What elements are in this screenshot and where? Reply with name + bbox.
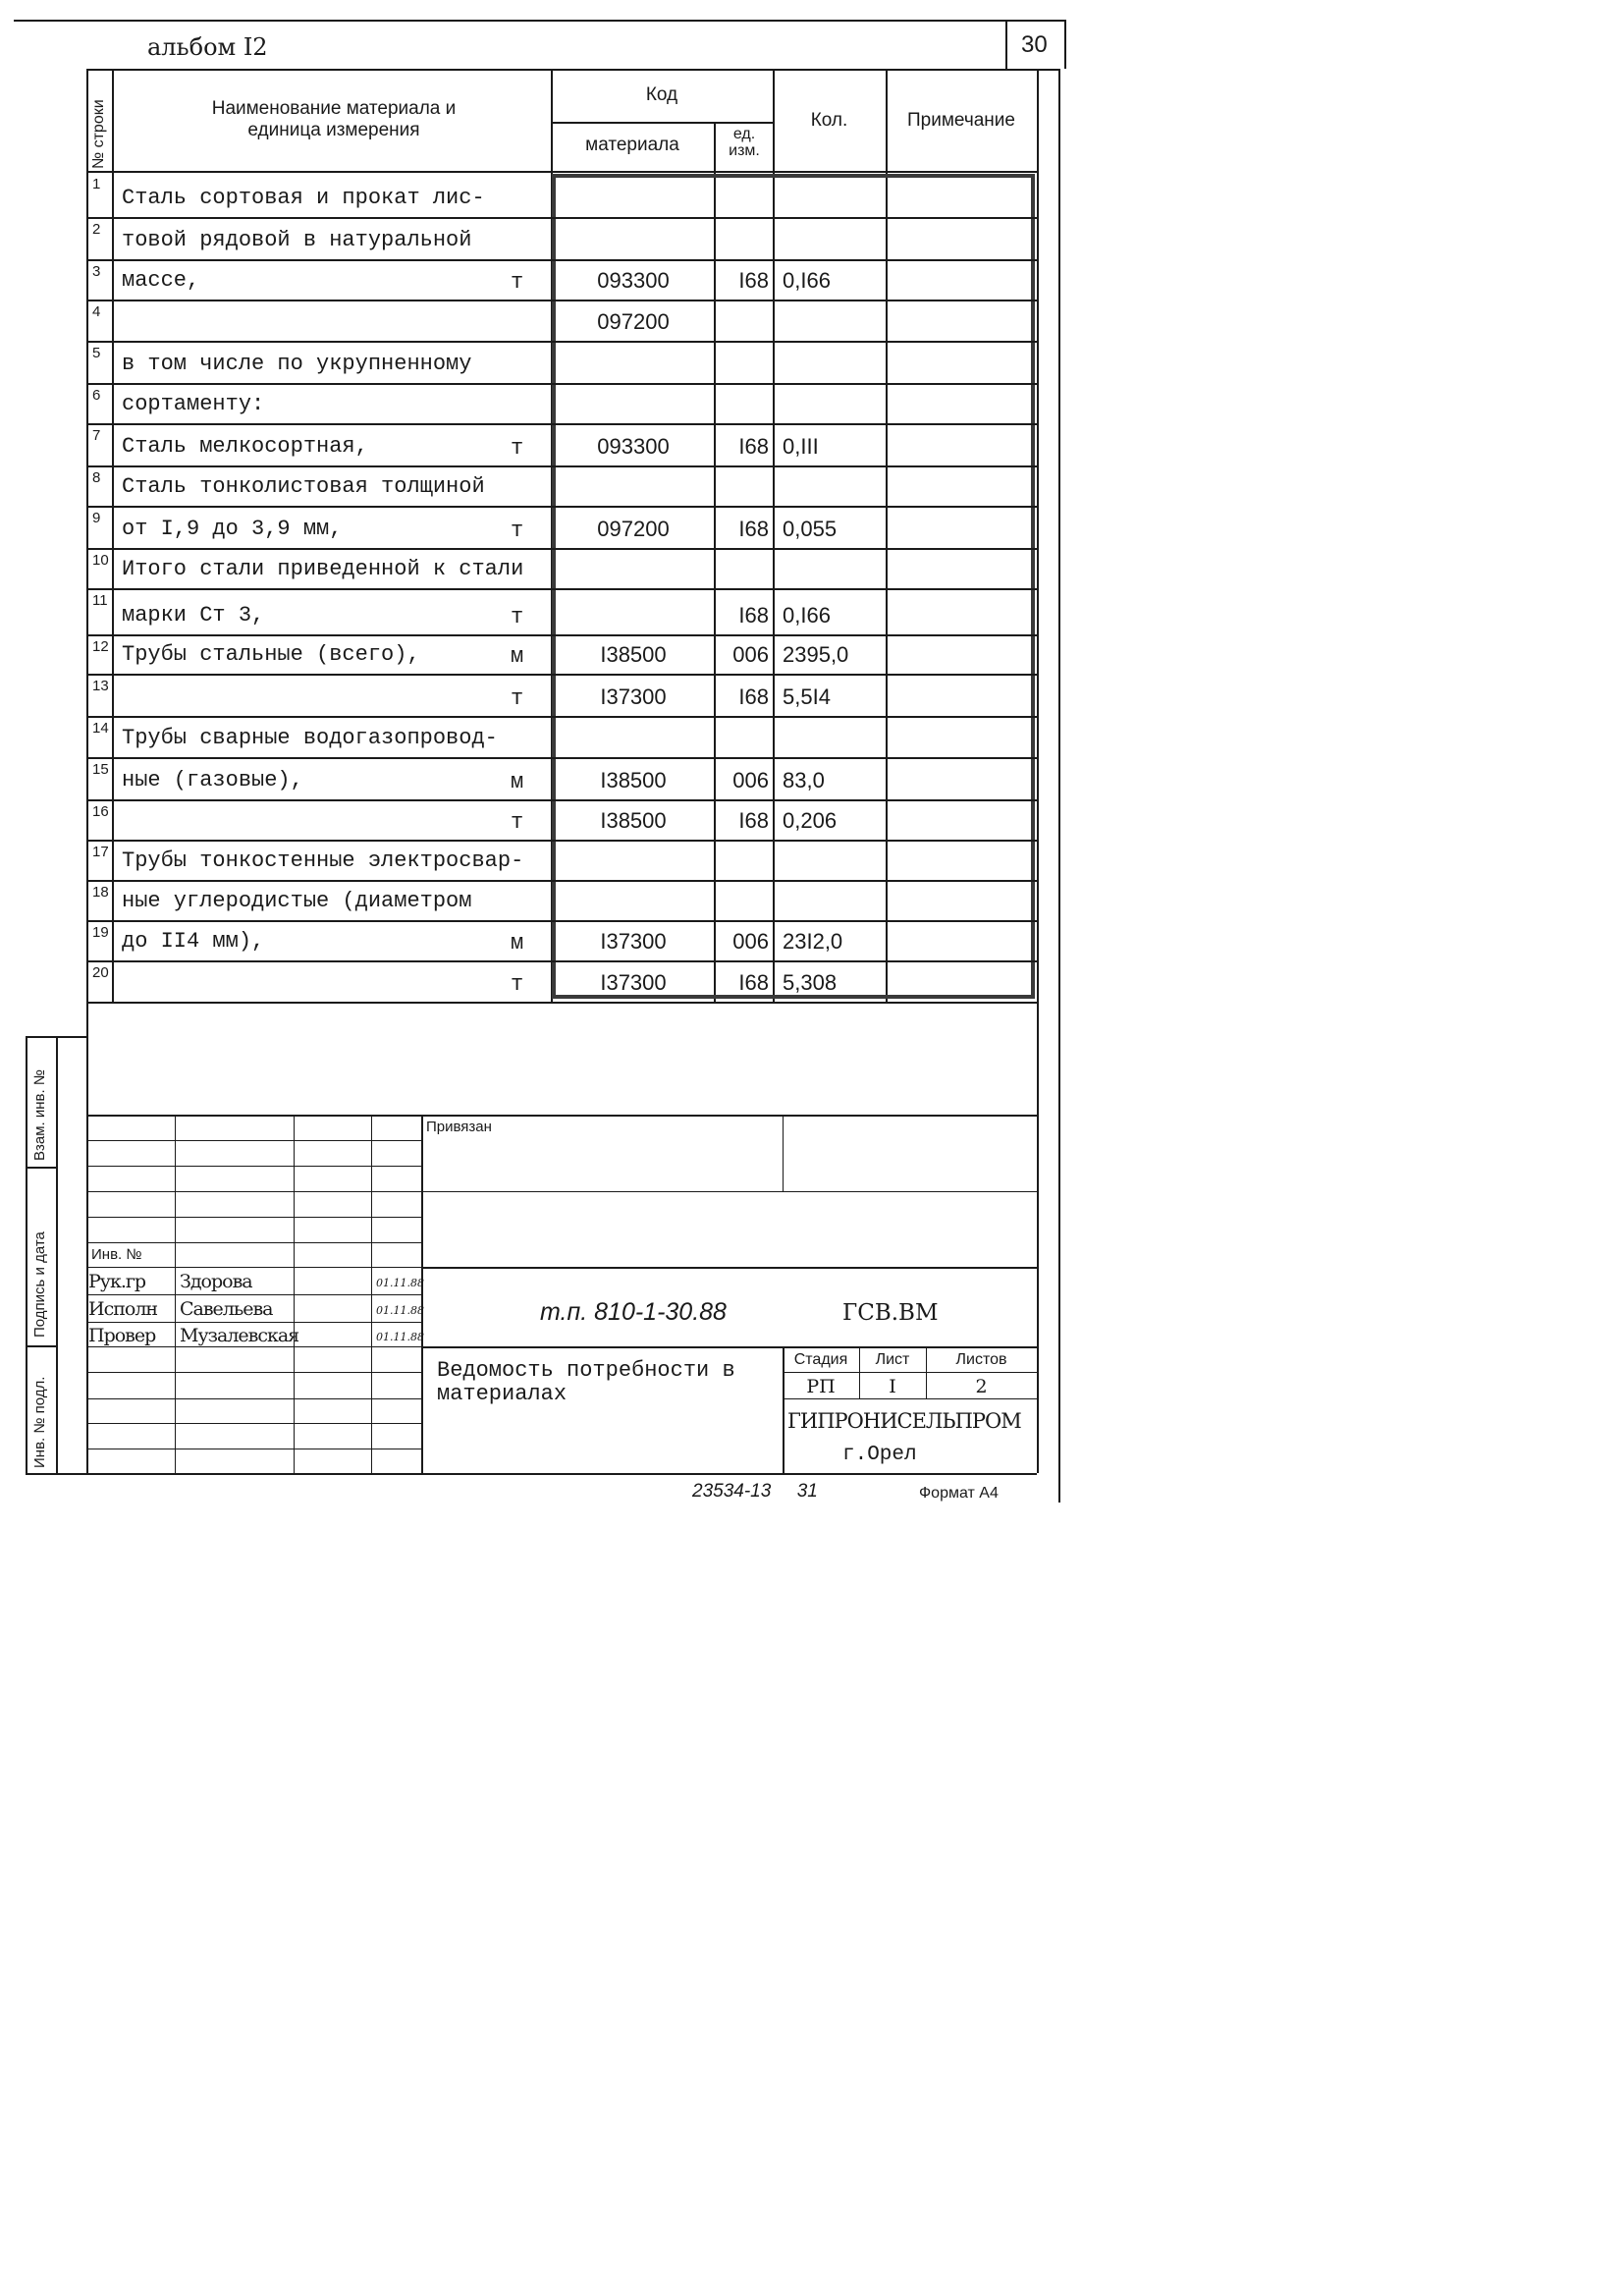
material-name: Трубы стальные (всего), — [122, 642, 420, 667]
project-code: т.п. 810-1-30.88 — [540, 1298, 727, 1326]
row-number: 8 — [92, 469, 101, 486]
sheets-value: 2 — [975, 1376, 988, 1397]
unit-code: 006 — [732, 642, 769, 667]
footer-stamp: 23534-13 31 — [692, 1481, 818, 1502]
row-number: 15 — [92, 761, 109, 778]
row-line — [86, 217, 1037, 219]
row-number: 14 — [92, 720, 109, 737]
code-header: Код — [645, 84, 678, 105]
col-sep-rowno — [112, 69, 114, 1002]
unit-of-measure: т — [511, 605, 524, 629]
tb-grid-line — [86, 1423, 421, 1424]
material-name: Трубы тонкостенные электросвар- — [122, 848, 524, 873]
row-line — [86, 465, 1037, 467]
row-number: 10 — [92, 552, 109, 569]
unit-of-measure: т — [511, 519, 524, 543]
unit-of-measure: м — [511, 770, 524, 794]
format-label: Формат А4 — [919, 1485, 999, 1502]
signature-date: 01.11.88 — [376, 1304, 424, 1317]
privyazan-label: Привязан — [426, 1119, 492, 1135]
unit-code: I68 — [738, 268, 769, 293]
tb-grid-line — [86, 1242, 421, 1243]
row-line — [86, 341, 1037, 343]
unit-code: I68 — [738, 808, 769, 833]
tb-r-h3 — [421, 1346, 1037, 1348]
row-line — [86, 300, 1037, 301]
tb-grid-line — [86, 1191, 421, 1192]
row-line — [86, 548, 1037, 550]
material-name: до II4 мм), — [122, 929, 265, 954]
material-code: I37300 — [600, 684, 667, 709]
row-line — [86, 383, 1037, 385]
tb-grid-line — [86, 1346, 421, 1347]
row-number: 12 — [92, 638, 109, 655]
material-name: от I,9 до 3,9 мм, — [122, 517, 343, 541]
quantity: 23I2,0 — [783, 929, 843, 954]
row-line — [86, 674, 1037, 676]
row-line — [86, 840, 1037, 842]
unit-of-measure: т — [511, 810, 524, 835]
quantity: 5,308 — [783, 970, 838, 995]
row-number: 13 — [92, 678, 109, 694]
material-name: сортаменту: — [122, 392, 265, 416]
row-number: 19 — [92, 924, 109, 941]
material-name: Сталь мелкосортная, — [122, 434, 368, 459]
stage-value: РП — [806, 1376, 836, 1397]
quantity: 0,206 — [783, 808, 838, 833]
material-name: в том числе по укрупненному — [122, 352, 472, 376]
table-right-line — [1037, 69, 1039, 1473]
tb-v2b — [294, 1267, 295, 1473]
vzam-inv-label: Взам. инв. № — [31, 1069, 48, 1161]
row-line — [86, 716, 1037, 718]
tb-grid-line — [86, 1294, 421, 1295]
document-title: Ведомость потребности в материалах — [437, 1358, 735, 1406]
header-bottom-line — [86, 171, 1037, 173]
side-strip-outer — [26, 1036, 27, 1473]
album-label: альбом I2 — [147, 33, 268, 61]
signer-role: Исполн — [88, 1298, 158, 1320]
unit-code: I68 — [738, 684, 769, 709]
signer-role: Рук.гр — [88, 1271, 145, 1292]
row-number: 2 — [92, 221, 101, 238]
unit-of-measure: т — [511, 972, 524, 997]
unit-of-measure: м — [511, 931, 524, 956]
note-header: Примечание — [907, 110, 1015, 131]
signature-date: 01.11.88 — [376, 1331, 424, 1343]
material-code: I38500 — [600, 768, 667, 793]
row-number: 9 — [92, 510, 101, 526]
unit-code: I68 — [738, 434, 769, 459]
material-code: I38500 — [600, 642, 667, 667]
row-line — [86, 799, 1037, 801]
row-number: 4 — [92, 303, 101, 320]
unit-code: 006 — [732, 929, 769, 954]
quantity: 83,0 — [783, 768, 825, 793]
row-number: 17 — [92, 844, 109, 860]
tb-r-h1 — [421, 1191, 1037, 1192]
org-city: г.Орел — [842, 1444, 917, 1466]
tb-grid-line — [86, 1398, 421, 1399]
code-material-header: материала — [585, 135, 679, 155]
material-name: товой рядовой в натуральной — [122, 228, 472, 252]
signer-name: Здорова — [180, 1271, 252, 1292]
row-line — [86, 506, 1037, 508]
table-left-line — [86, 69, 88, 1115]
unit-of-measure: м — [511, 644, 524, 669]
tb-grid-line — [86, 1166, 421, 1167]
tb-grid-line — [86, 1267, 421, 1268]
page-number: 30 — [1021, 31, 1048, 58]
row-number: 20 — [92, 964, 109, 981]
row-line — [86, 880, 1037, 882]
material-code: 093300 — [597, 268, 670, 293]
doc-code: ГСВ.ВМ — [842, 1300, 939, 1326]
row-number: 3 — [92, 263, 101, 280]
stage-label: Стадия — [793, 1351, 848, 1368]
unit-code: 006 — [732, 768, 769, 793]
row-line — [86, 1002, 1037, 1004]
side-strip-top — [26, 1036, 86, 1038]
row-line — [86, 423, 1037, 425]
quantity: 0,I66 — [783, 268, 831, 293]
unit-code: I68 — [738, 603, 769, 628]
material-name: массе, — [122, 268, 200, 293]
side-strip-sep1 — [26, 1167, 56, 1169]
org-name: ГИПРОНИСЕЛЬПРОМ — [787, 1409, 1021, 1433]
quantity: 0,III — [783, 434, 819, 459]
tb-stage-h2 — [783, 1398, 1037, 1399]
row-number: 5 — [92, 345, 101, 361]
frame-right — [1064, 20, 1066, 69]
row-number: 7 — [92, 427, 101, 444]
quantity: 2395,0 — [783, 642, 849, 667]
side-strip-inner — [56, 1036, 58, 1473]
signer-name: Музалевская — [180, 1325, 299, 1346]
code-subheader-line — [551, 122, 773, 124]
row-number: 16 — [92, 803, 109, 820]
material-name: ные (газовые), — [122, 768, 303, 793]
material-name: ные углеродистые (диаметром — [122, 889, 472, 913]
name-header: Наименование материала и единица измерения — [211, 98, 457, 140]
tb-privyazan-divider — [783, 1115, 784, 1191]
material-code: I37300 — [600, 929, 667, 954]
material-name: марки Ст 3, — [122, 603, 265, 628]
tb-grid-line — [86, 1140, 421, 1141]
signer-role: Провер — [88, 1325, 156, 1346]
row-number-header: № строки — [90, 99, 107, 169]
quantity: 0,I66 — [783, 603, 831, 628]
podpis-data-label: Подпись и дата — [31, 1231, 48, 1338]
lower-left-line — [86, 1036, 88, 1473]
code-unit-header: ед. изм. — [729, 126, 760, 159]
unit-code: I68 — [738, 970, 769, 995]
tb-stage-h1 — [783, 1372, 1037, 1373]
tb-bottom — [26, 1473, 1037, 1475]
material-code: 097200 — [597, 517, 670, 541]
frame-top — [14, 20, 1066, 22]
tb-grid-line — [86, 1372, 421, 1373]
tb-grid-line — [86, 1322, 421, 1323]
unit-of-measure: т — [511, 436, 524, 461]
table-top-line — [86, 69, 1058, 71]
sheet-value: I — [889, 1376, 896, 1397]
tb-main-divider — [421, 1115, 423, 1473]
inv-podl-label: Инв. № подл. — [31, 1376, 48, 1468]
frame-right-lower — [1058, 69, 1060, 1503]
unit-of-measure: т — [511, 270, 524, 295]
row-line — [86, 259, 1037, 261]
side-strip-sep2 — [26, 1345, 56, 1347]
signer-name: Савельева — [180, 1298, 273, 1320]
tb-grid-line — [86, 1217, 421, 1218]
material-name: Сталь сортовая и прокат лис- — [122, 186, 485, 210]
unit-code: I68 — [738, 517, 769, 541]
sheet-label: Лист — [875, 1351, 910, 1368]
page-number-divider — [1005, 20, 1007, 69]
qty-header: Кол. — [810, 110, 848, 131]
row-line — [86, 757, 1037, 759]
row-number: 11 — [92, 592, 108, 609]
row-line — [86, 960, 1037, 962]
sheets-label: Листов — [955, 1351, 1007, 1368]
material-name: Трубы сварные водогазопровод- — [122, 726, 498, 750]
quantity: 0,055 — [783, 517, 838, 541]
inv-no-label: Инв. № — [91, 1246, 142, 1263]
row-number: 6 — [92, 387, 101, 404]
material-code: 097200 — [597, 309, 670, 334]
material-code: I38500 — [600, 808, 667, 833]
tb-r-h2 — [421, 1267, 1037, 1269]
signature-date: 01.11.88 — [376, 1277, 424, 1289]
row-number: 18 — [92, 884, 109, 901]
row-number: 1 — [92, 176, 101, 192]
row-line — [86, 588, 1037, 590]
material-code: I37300 — [600, 970, 667, 995]
code-box — [552, 174, 1035, 999]
unit-of-measure: т — [511, 686, 524, 711]
material-code: 093300 — [597, 434, 670, 459]
quantity: 5,5I4 — [783, 684, 831, 709]
material-name: Сталь тонколистовая толщиной — [122, 474, 485, 499]
material-name: Итого стали приведенной к стали — [122, 557, 524, 581]
tb-top — [86, 1115, 1037, 1117]
row-line — [86, 920, 1037, 922]
row-line — [86, 634, 1037, 636]
